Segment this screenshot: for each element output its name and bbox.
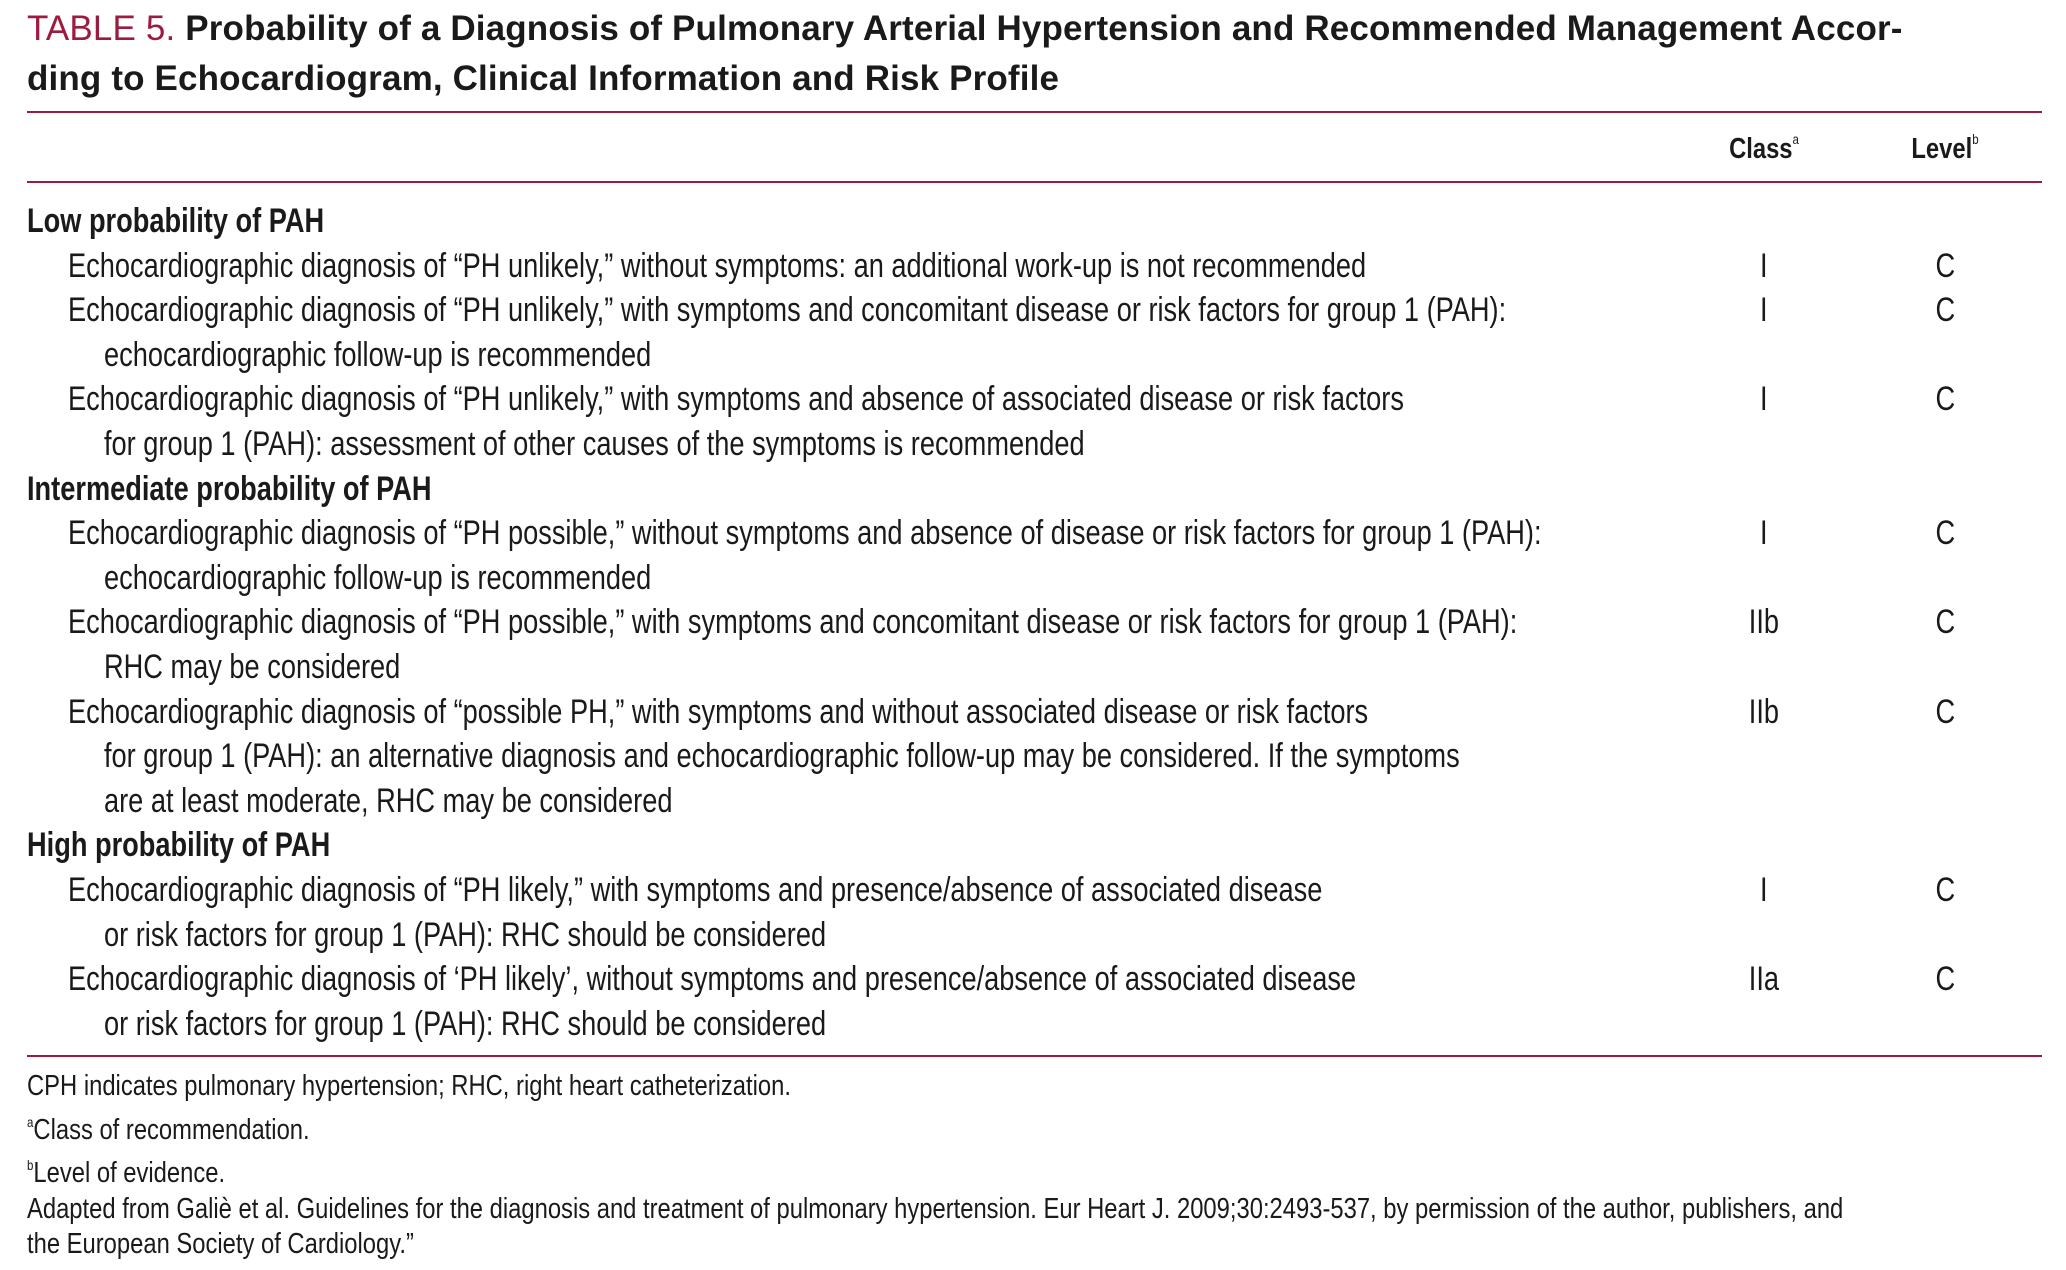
recommendation-row-continuation: RHC may be considered — [104, 647, 401, 686]
recommendation-row: Echocardiographic diagnosis of ‘PH likely’, without symptoms and presence/absence of associated disease IIa C — [27, 957, 2042, 1002]
recommendation-row-continuation: for group 1 (PAH): assessment of other causes of the symptoms is recommended — [104, 424, 1085, 463]
section-heading: High probability of PAH — [27, 826, 331, 865]
recommendation-row-continuation: or risk factors for group 1 (PAH): RHC should be considered — [104, 1004, 827, 1043]
level-cell: C — [1935, 692, 1955, 731]
class-cell: IIa — [1748, 960, 1780, 999]
column-header-class: Class$^a$ — [1729, 131, 1799, 165]
table-label: TABLE 5. — [27, 9, 176, 48]
section-heading: Intermediate probability of PAH — [27, 469, 432, 508]
level-cell: C — [1935, 291, 1955, 330]
level-cell: C — [1935, 960, 1955, 999]
section-heading: Low probability of PAH — [27, 202, 325, 240]
footnotes — [27, 1069, 2042, 1263]
recommendation-row: Echocardiographic diagnosis of “PH possible,” with symptoms and concomitant disease or risk factors for group 1 (PAH): IIb C — [27, 600, 2042, 645]
level-cell: C — [1935, 380, 1955, 419]
footnote-abbreviations: CPH indicates pulmonary hypertension; RHC, right heart catheterization. — [27, 1070, 791, 1102]
recommendation-row: Echocardiographic diagnosis of “PH possible,” without symptoms and absence of disease or risk factors for group 1 (PAH): I C — [27, 511, 2042, 556]
recommendation-row: Echocardiographic diagnosis of “PH likely,” with symptoms and presence/absence of associated disease I C — [27, 868, 2042, 913]
footnote-a: $^a$Class of recommendation. — [27, 1113, 310, 1146]
recommendation-row: Echocardiographic diagnosis of “PH unlikely,” without symptoms: an additional work-up is not recommended I C — [27, 244, 2042, 289]
table-title-line-1: Probability of a Diagnosis of Pulmonary Arterial Hypertension and Recommended Management Accor- — [185, 9, 1903, 48]
recommendation-row: Echocardiographic diagnosis of “possible PH,” with symptoms and without associated disease or risk factors IIb C — [27, 690, 2042, 735]
level-cell: C — [1935, 870, 1955, 909]
recommendation-row-continuation: for group 1 (PAH): an alternative diagnosis and echocardiographic follow-up may be considered. If the symptoms — [104, 737, 1460, 776]
column-header-level: Level$^b$ — [1911, 131, 1979, 165]
recommendation-row-continuation: echocardiographic follow-up is recommended — [104, 335, 652, 374]
level-cell: C — [1935, 514, 1955, 553]
recommendation-row-continuation: echocardiographic follow-up is recommended — [104, 558, 652, 597]
class-cell: I — [1760, 291, 1768, 330]
table-title-line-2: ding to Echocardiogram, Clinical Information and Risk Profile — [27, 59, 1060, 98]
footnote-source-line-2: the European Society of Cardiology.” — [27, 1228, 414, 1260]
header-rule — [27, 181, 2042, 183]
class-cell: I — [1760, 380, 1768, 419]
table-body — [27, 199, 2042, 1046]
class-cell: I — [1760, 246, 1768, 285]
recommendation-row-continuation: are at least moderate, RHC may be considered — [104, 781, 673, 820]
bottom-rule — [27, 1055, 2042, 1057]
footnote-b: $^b$Level of evidence. — [27, 1157, 226, 1189]
class-cell: IIb — [1748, 603, 1780, 642]
level-cell: C — [1935, 246, 1955, 285]
recommendation-row-continuation: or risk factors for group 1 (PAH): RHC should be considered — [104, 915, 827, 954]
class-cell: I — [1760, 870, 1768, 909]
level-cell: C — [1935, 603, 1955, 642]
footnote-source-line-1: Adapted from Galiè et al. Guidelines for the diagnosis and treatment of pulmonary hypertension. Eur Heart J. 2009;30:2493-537, by permission of the author, publishers, and — [27, 1192, 1844, 1225]
table-title — [27, 4, 2042, 104]
class-cell: IIb — [1748, 692, 1780, 731]
recommendation-row: Echocardiographic diagnosis of “PH unlikely,” with symptoms and concomitant disease or risk factors for group 1 (PAH): I C — [27, 288, 2042, 333]
top-rule — [27, 111, 2042, 113]
recommendation-row: Echocardiographic diagnosis of “PH unlikely,” with symptoms and absence of associated disease or risk factors I C — [27, 377, 2042, 422]
class-cell: I — [1760, 514, 1768, 553]
